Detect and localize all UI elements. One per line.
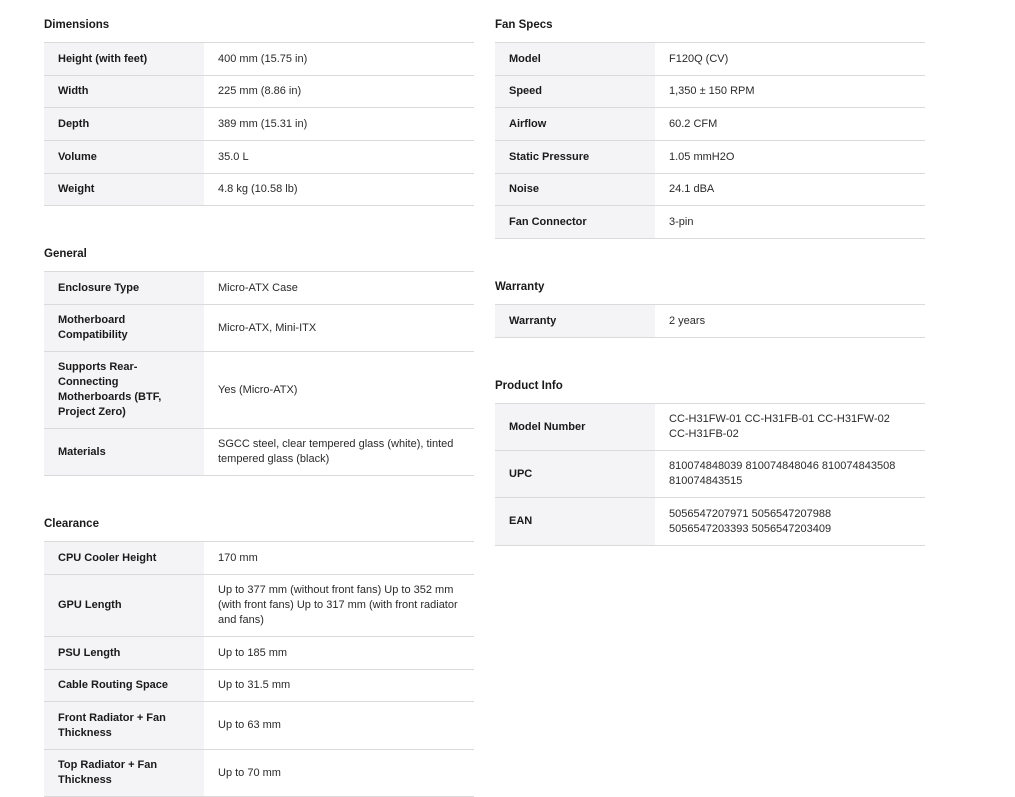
section-title: Dimensions [44, 19, 110, 31]
section-title: Product Info [495, 380, 563, 392]
spec-label: Height (with feet) [44, 43, 204, 75]
table-row [44, 272, 474, 305]
spec-value: SGCC steel, clear tempered glass (white), tinted tempered glass (black) [218, 438, 454, 465]
spec-table [495, 304, 925, 338]
spec-label: Weight [44, 174, 204, 205]
table-row [44, 76, 474, 108]
table-row [495, 141, 925, 174]
spec-label: PSU Length [44, 637, 204, 669]
table-row [44, 670, 474, 702]
table-row [495, 305, 925, 338]
spec-value: Up to 185 mm [218, 646, 288, 659]
spec-value: Up to 377 mm (without front fans) Up to 352 mm (with front fans) Up to 317 mm (with front radiator and fans) [218, 584, 458, 626]
spec-section-warranty [495, 262, 925, 338]
spec-value: 5056547207971 5056547207988 5056547203393 5056547203409 [669, 507, 832, 535]
spec-label: Supports Rear-Connecting Motherboards (BTF, Project Zero) [44, 352, 204, 428]
spec-table [44, 271, 474, 476]
spec-label: UPC [495, 451, 655, 497]
table-row [495, 43, 925, 76]
table-row [44, 702, 474, 750]
spec-value: Up to 70 mm [218, 766, 281, 779]
spec-section-dimensions [44, 0, 474, 206]
spec-label: Cable Routing Space [44, 670, 204, 701]
table-row [44, 43, 474, 76]
spec-section-product-info [495, 361, 925, 546]
spec-value: Yes (Micro-ATX) [218, 383, 298, 396]
table-row [44, 750, 474, 797]
spec-value: 389 mm (15.31 in) [218, 117, 308, 130]
spec-value: 35.0 L [218, 150, 249, 163]
spec-value: 810074848039 810074848046 810074843508 810074843515 [669, 460, 896, 487]
spec-label: Static Pressure [495, 141, 655, 173]
specs-left-column [44, 0, 474, 797]
table-row [495, 404, 925, 451]
spec-label: Model Number [495, 404, 655, 450]
spec-label: Airflow [495, 108, 655, 140]
spec-label: GPU Length [44, 575, 204, 636]
spec-value: F120Q (CV) [669, 52, 729, 65]
spec-label: EAN [495, 498, 655, 545]
spec-label: Fan Connector [495, 206, 655, 238]
table-row [44, 141, 474, 174]
spec-label: Speed [495, 76, 655, 107]
table-row [495, 206, 925, 239]
spec-label: Enclosure Type [44, 272, 204, 304]
spec-value: 2 years [669, 314, 706, 327]
table-row [495, 108, 925, 141]
spec-label: Noise [495, 174, 655, 205]
spec-table [495, 403, 925, 546]
table-row [495, 498, 925, 546]
spec-value: Up to 63 mm [218, 719, 281, 731]
table-row [44, 542, 474, 575]
spec-label: Model [495, 43, 655, 75]
spec-label: CPU Cooler Height [44, 542, 204, 574]
section-title: Fan Specs [495, 19, 553, 31]
spec-value: 60.2 CFM [669, 117, 718, 130]
spec-table [495, 42, 925, 239]
spec-label: Depth [44, 108, 204, 140]
spec-label: Volume [44, 141, 204, 173]
section-title: Warranty [495, 281, 545, 293]
spec-table [44, 42, 474, 206]
spec-value: Up to 31.5 mm [218, 679, 291, 691]
spec-label: Width [44, 76, 204, 107]
spec-value: Micro-ATX, Mini-ITX [218, 321, 317, 334]
spec-value: CC-H31FW-01 CC-H31FB-01 CC-H31FW-02 CC-H31FB-02 [669, 413, 890, 440]
spec-value: 24.1 dBA [669, 183, 715, 195]
section-title: Clearance [44, 518, 99, 530]
spec-value: 400 mm (15.75 in) [218, 52, 308, 65]
table-row [44, 352, 474, 429]
spec-label: Top Radiator + Fan Thickness [44, 750, 204, 796]
table-row [495, 76, 925, 108]
spec-table [44, 541, 474, 797]
table-row [495, 174, 925, 206]
spec-value: 225 mm (8.86 in) [218, 85, 302, 97]
spec-label: Motherboard Compatibility [44, 305, 204, 351]
table-row [44, 108, 474, 141]
spec-section-general [44, 229, 474, 476]
table-row [44, 637, 474, 670]
spec-value: 3-pin [669, 215, 694, 228]
table-row [44, 429, 474, 476]
spec-label: Warranty [495, 305, 655, 337]
spec-section-clearance [44, 499, 474, 797]
table-row [44, 575, 474, 637]
spec-value: 170 mm [218, 551, 258, 564]
table-row [44, 305, 474, 352]
spec-value: 1.05 mmH2O [669, 150, 735, 163]
table-row [495, 451, 925, 498]
spec-label: Front Radiator + Fan Thickness [44, 702, 204, 749]
spec-value: 4.8 kg (10.58 lb) [218, 183, 298, 195]
table-row [44, 174, 474, 206]
spec-label: Materials [44, 429, 204, 475]
specs-right-column [495, 0, 925, 546]
spec-section-fan-specs [495, 0, 925, 239]
spec-value: 1,350 ± 150 RPM [669, 85, 755, 97]
spec-value: Micro-ATX Case [218, 281, 298, 294]
section-title: General [44, 248, 87, 260]
